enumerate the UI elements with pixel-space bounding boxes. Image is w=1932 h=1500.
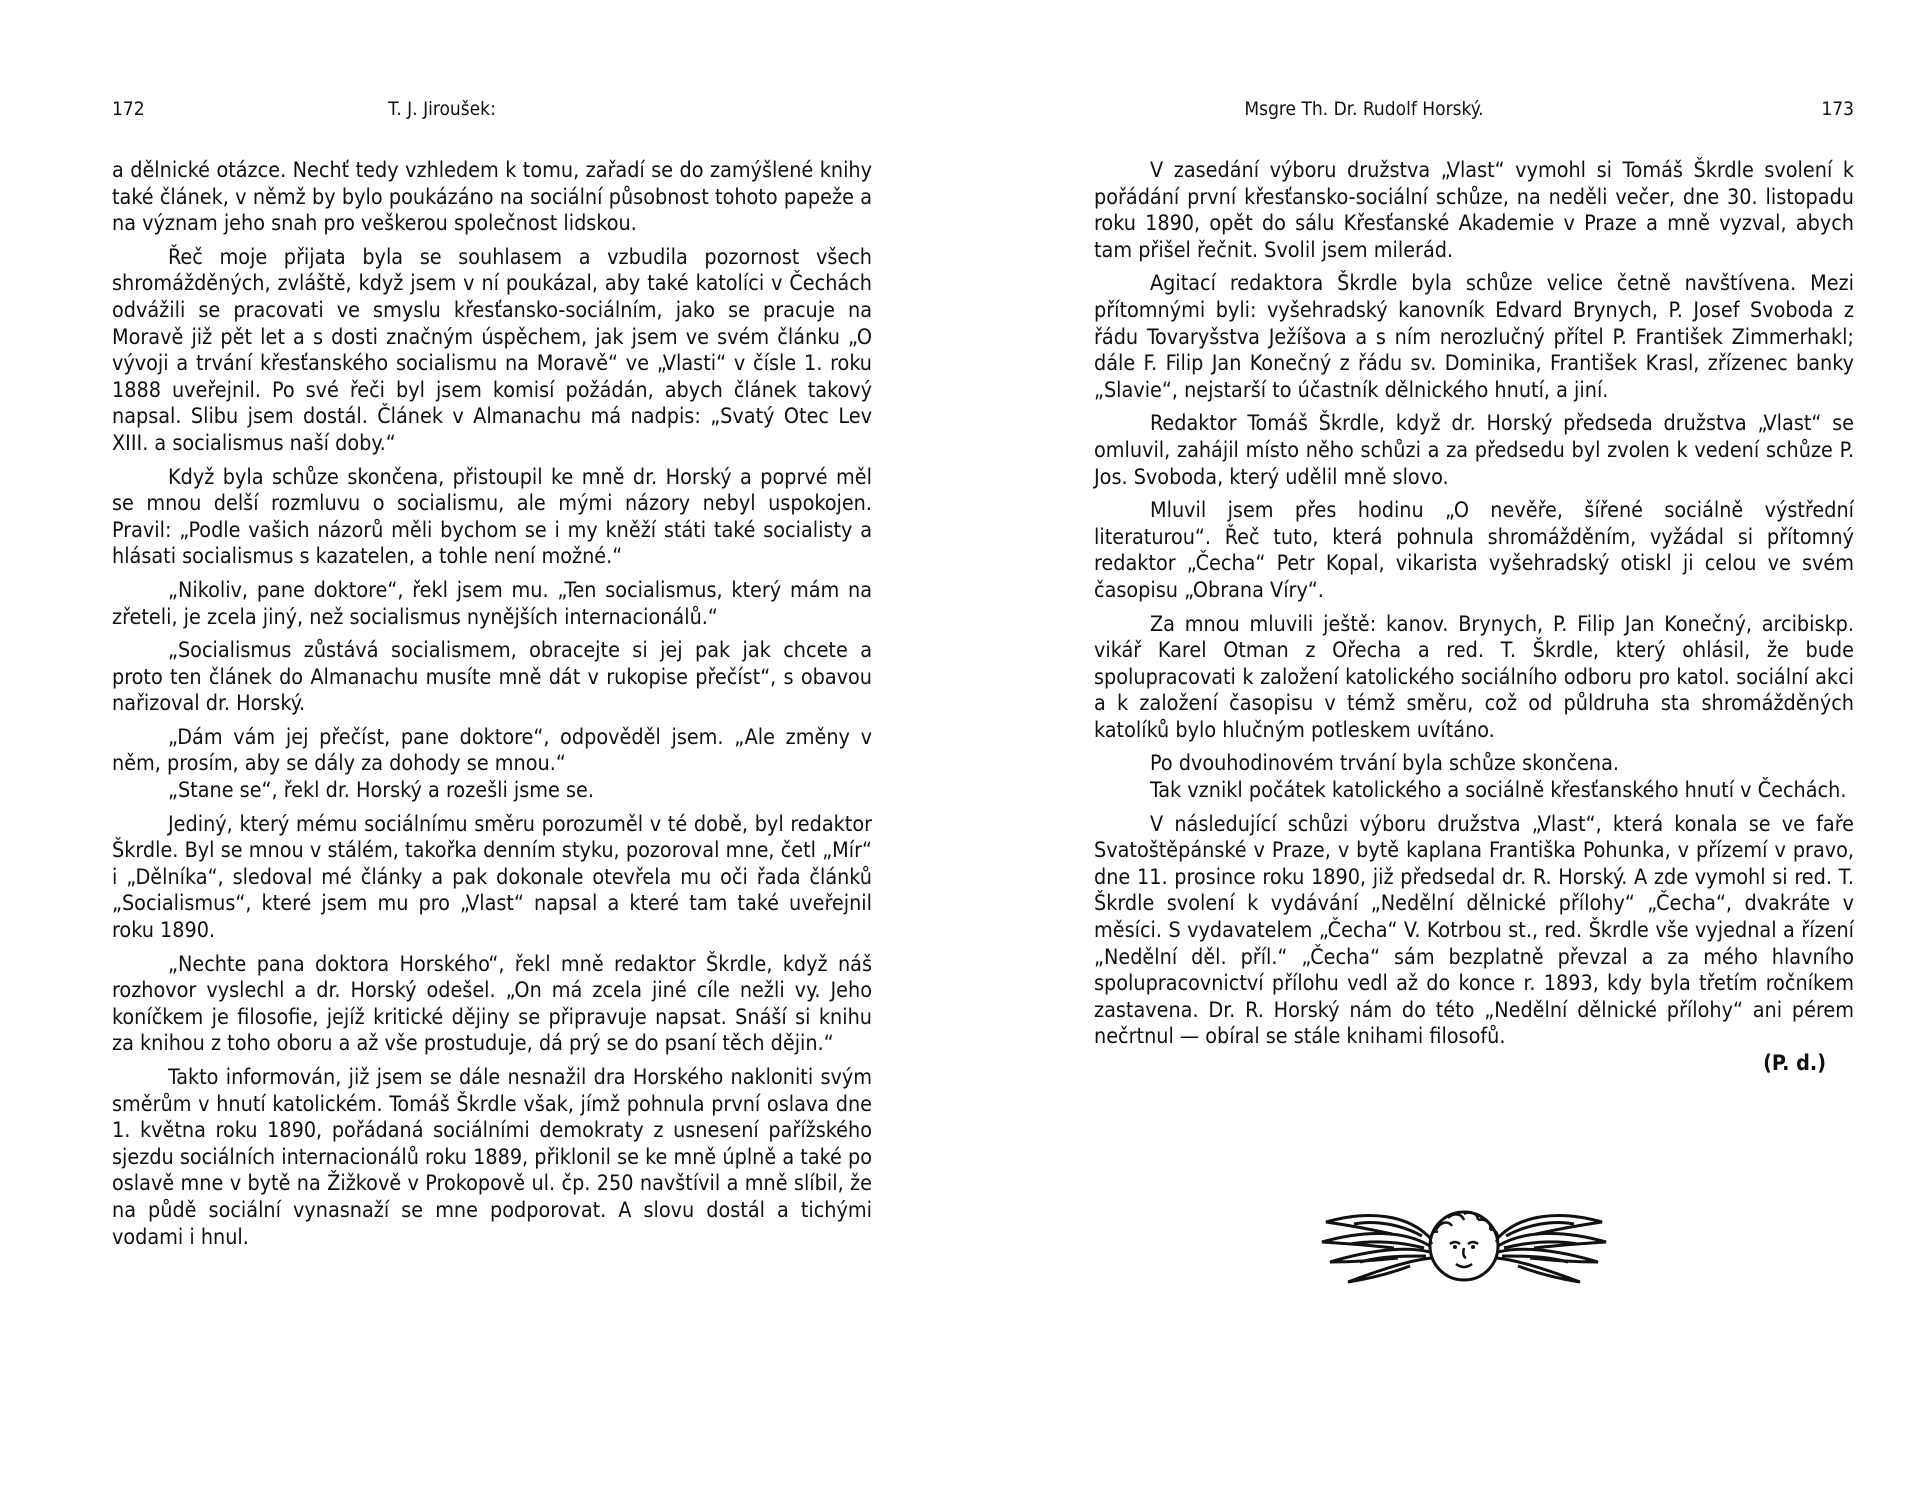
running-head-left bbox=[112, 96, 872, 122]
continuation-note: (P. d.) bbox=[1763, 1051, 1826, 1076]
paragraph: Po dvouhodinovém trvání byla schůze skončena. bbox=[1150, 751, 1619, 777]
left-page-body bbox=[112, 158, 872, 1258]
paragraph: a dělnické otázce. Nechť tedy vzhledem k tomu, zařadí se do zamýšlené knihy také článek, v němž by bylo poukázáno na sociální působnost tohoto papeže a na význam jeho snah pro veškerou společnost lidskou. bbox=[112, 158, 872, 237]
page-number-left: 172 bbox=[112, 98, 145, 120]
paragraph-text: V následující schůzi výboru družstva „Vlast“, která konala se ve faře Svatoštěpánské v Praze, v bytě kaplana Františka Pohunka, v přízemí v pravo, dne 11. prosince roku 1890, již předsedal dr. R. Horský. A zde vymohl si red. T. Škrdle svolení k vydávání „Nedělní dělnické přílohy“ „Čecha“, dvakráte v měsíci. S vydavatelem „Čecha“ V. Kotrbou st., red. Škrdle vše vyjednal a řízení „Nedělní děl. příl.“ „Čecha“ sám bezplatně převzal a za mého hlavního spolupracovnictví přílohu vedl až do konce r. 1893, kdy byla třetím ročníkem zastavena. Dr. R. Horský nám do této „Nedělní dělnické přílohy“ ani pérem nečrtnul — obíral se stále knihami filosofů. bbox=[1094, 811, 1854, 1050]
left-page bbox=[112, 0, 872, 1500]
paragraph: V zasedání výboru družstva „Vlast“ vymohl si Tomáš Škrdle svolení k pořádání první křesťansko-sociální schůze, na neděli večer, dne 30. listopadu roku 1890, opět do sálu Křesťanské Akademie v Praze a mně vyzval, abych tam přišel řečnit. Svolil jsem milerád. bbox=[1094, 158, 1854, 263]
right-page bbox=[1094, 0, 1854, 1500]
paragraph: Tak vznikl počátek katolického a sociálně křesťanského hnutí v Čechách. bbox=[1150, 778, 1847, 804]
paragraph: Řeč moje přijata byla se souhlasem a vzbudila pozornost všech shromážděných, zvláště, když jsem v ní poukázal, aby také katolíci v Čechách odvážili se pracovati ve smyslu křesťansko-sociálním, jako se pracuje na Moravě již pět let a s dosti značným úspěchem, jak jsem ve svém článku „O vývoji a trvání křesťanského socialismu na Moravě“ ve „Vlasti“ v čísle 1. roku 1888 uveřejnil. Po své řeči byl jsem komisí požádán, abych článek takový napsal. Slibu jsem dostál. Článek v Almanachu má nadpis: „Svatý Otec Lev XIII. a socialismus naší doby.“ bbox=[112, 244, 872, 456]
paragraph: Za mnou mluvili ještě: kanov. Brynych, P. Filip Jan Konečný, arcibiskp. vikář Karel Otman z Ořecha a red. T. Škrdle, který ohlásil, že bude spolupracovati k založení katolického sociálního odboru pro katol. sociální akci a k založení časopisu v témž směru, což od půldruha sta shromážděných katolíků bylo hlučným potleskem uvítáno. bbox=[1094, 611, 1854, 743]
running-head-title: Msgre Th. Dr. Rudolf Horský. bbox=[1244, 98, 1484, 120]
paragraph: Agitací redaktora Škrdle byla schůze velice četně navštívena. Mezi přítomnými byli: vyšehradský kanovník Edvard Brynych, P. Josef Svoboda z řádu Tovaryšstva Ježíšova a s ním nerozlučný přítel P. František Zimmerhakl; dále F. Filip Jan Konečný z řádu sv. Dominika, František Krasl, zřízenec banky „Slavie“, nejstarší to účastník dělnického hnutí, a jiní. bbox=[1094, 271, 1854, 403]
cherub-ornament-icon bbox=[1314, 1200, 1614, 1292]
right-page-body bbox=[1094, 158, 1854, 1078]
running-head-author: T. J. Jiroušek: bbox=[388, 98, 496, 120]
running-head-right bbox=[1094, 96, 1854, 122]
paragraph: Jediný, který mému sociálnímu směru porozuměl v té době, byl redaktor Škrdle. Byl se mnou v stálém, takořka denním styku, pozoroval mne, četl „Mír“ i „Dělníka“, sledoval mé články a pak dokonale otevřela mu oči řada článků „Socialismus“, které jsem mu pro „Vlast“ napsal a které tam také uveřejnil roku 1890. bbox=[112, 811, 872, 944]
paragraph: „Dám vám jej přečíst, pane doktore“, odpověděl jsem. „Ale změny v něm, prosím, aby se dály za dohody se mnou.“ bbox=[112, 724, 872, 777]
paragraph: „Stane se“, řekl dr. Horský a rozešli jsme se. bbox=[168, 778, 594, 804]
paragraph: Redaktor Tomáš Škrdle, když dr. Horský předseda družstva „Vlast“ se omluvil, zahájil místo něho schůzi a za předsedu byl zvolen k vedení schůze P. Jos. Svoboda, který udělil mně slovo. bbox=[1094, 411, 1854, 490]
paragraph: „Socialismus zůstává socialismem, obracejte si jej pak jak chcete a proto ten článek do Almanachu musíte mně dát v rukopise přečíst“, s obavou nařizoval dr. Horský. bbox=[112, 638, 872, 717]
paragraph: Takto informován, již jsem se dále nesnažil dra Horského nakloniti svým směrům v hnutí katolickém. Tomáš Škrdle však, jímž pohnula první oslava dne 1. května roku 1890, pořádaná sociálními demokraty z usnesení pařížského sjezdu sociálních internacionálů roku 1889, přiklonil se ke mně úplně a také po oslavě mne v bytě na Žižkově v Prokopově ul. čp. 250 navštívil a mně slíbil, že na půdě sociální vynasnaží se mne podporovat. A slovu dostál a tichými vodami i hnul. bbox=[112, 1065, 872, 1250]
paragraph bbox=[1094, 812, 1854, 1051]
paragraph: „Nikoliv, pane doktore“, řekl jsem mu. „Ten socialismus, který mám na zřeteli, je zcela jiný, než socialismus nynějších internacionálů.“ bbox=[112, 577, 872, 630]
paragraph: Když byla schůze skončena, přistoupil ke mně dr. Horský a poprvé měl se mnou delší rozmluvu o socialismu, ale mými názory nebyl uspokojen. Pravil: „Podle vašich názorů měli bychom se i my kněží státi také socialisty a hlásati socialismus s kazatelen, a tohle není možné.“ bbox=[112, 464, 872, 570]
page-number-right: 173 bbox=[1821, 98, 1854, 120]
paragraph: Mluvil jsem přes hodinu „O nevěře, šířené sociálně výstřední literaturou“. Řeč tuto, která pohnula shromážděním, vyžádal si přítomný redaktor „Čecha“ Petr Kopal, vikarista vyšehradský otiskl ji celou ve svém časopisu „Obrana Víry“. bbox=[1094, 498, 1854, 603]
paragraph: „Nechte pana doktora Horského“, řekl mně redaktor Škrdle, když náš rozhovor vyslechl a dr. Horský odešel. „On má zcela jiné cíle nežli vy. Jeho koníčkem je filosofie, jejíž kritické dějiny se připravuje napsat. Snáší si knihu za knihou z toho oboru a až vše prostuduje, dá prý se do psaní těch dějin.“ bbox=[112, 951, 872, 1057]
